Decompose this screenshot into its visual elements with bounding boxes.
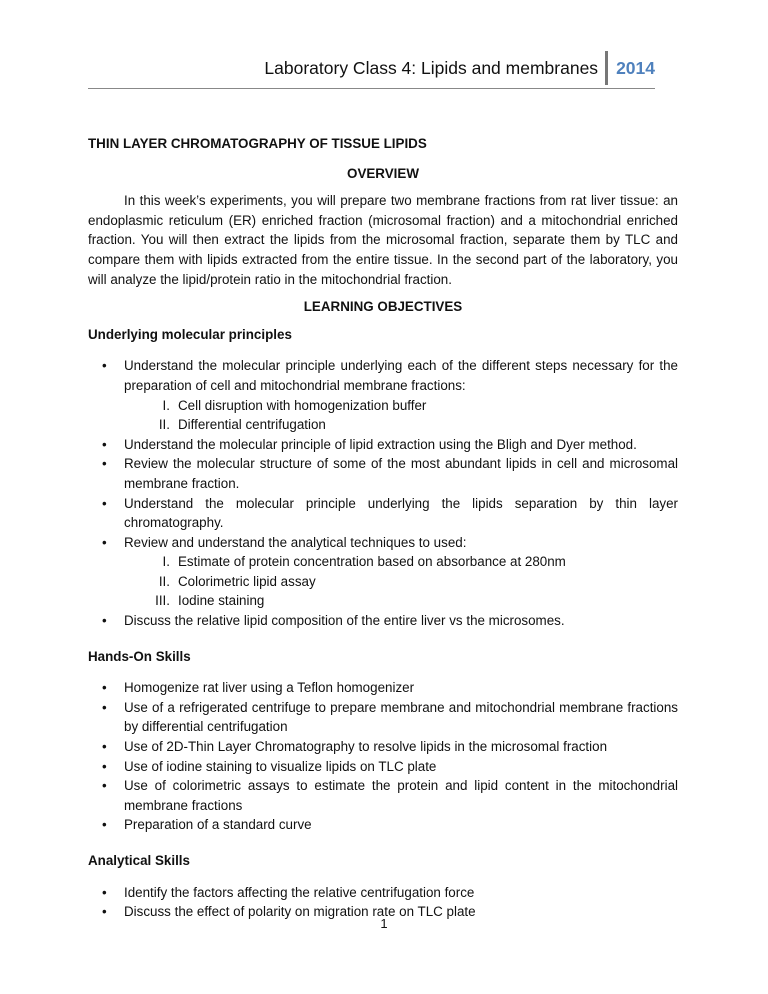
page-header <box>264 50 655 86</box>
learning-objectives-heading: LEARNING OBJECTIVES <box>303 299 463 315</box>
roman-numeral: III. <box>155 593 170 609</box>
header-title: Laboratory Class 4: Lipids and membranes <box>264 57 599 78</box>
list-item <box>88 454 678 493</box>
page-content <box>88 126 678 938</box>
sublist-item-text: Cell disruption with homogenization buffer <box>178 397 427 413</box>
roman-numeral: II. <box>158 573 170 589</box>
sublist-item <box>124 591 678 611</box>
list-item: • Use of a refrigerated centrifuge to prepare membrane and mitochondrial membrane fractions by differential centrifugation <box>88 698 678 737</box>
list-item <box>88 533 678 611</box>
overview-heading: OVERVIEW <box>347 165 419 181</box>
list-item <box>88 435 678 455</box>
overview-paragraph: In this week’s experiments, you will prepare two membrane fractions from rat liver tissue: an endoplasmic reticulum (ER) enriched fraction (microsomal fraction) and a mitochondrial enriched fraction. You will then extract the lipids from the microsomal fraction, separate them by TLC and compare them with lipids extracted from the entire tissue. In the second part of the laboratory, you will analyze the lipid/protein ratio in the mitochondrial fraction. <box>88 193 678 287</box>
hands-on-skills-heading: Hands-On Skills <box>88 648 191 664</box>
list-item <box>88 356 678 434</box>
sublist-item <box>124 396 678 416</box>
sublist-item-text: Estimate of protein concentration based on absorbance at 280nm <box>178 554 566 570</box>
list-item: • Use of 2D-Thin Layer Chromatography to resolve lipids in the microsomal fraction <box>88 737 678 757</box>
sublist-item <box>124 415 678 435</box>
list-item-text: Review the molecular structure of some of the most abundant lipids in cell and microsomal membrane fraction. <box>124 456 678 491</box>
list-item: • Identify the factors affecting the relative centrifugation force <box>88 883 678 903</box>
roman-numeral: I. <box>162 554 170 570</box>
list-item-text: Discuss the relative lipid composition of the entire liver vs the microsomes. <box>124 613 565 629</box>
underlying-principles-list <box>88 356 678 630</box>
sublist-item <box>124 572 678 592</box>
sublist <box>124 396 678 435</box>
list-item: • Discuss the effect of polarity on migration rate on TLC plate <box>88 902 678 922</box>
analytical-skills-heading: Analytical Skills <box>88 853 190 868</box>
header-underline <box>88 88 655 89</box>
list-item-text: Understand the molecular principle underlying the lipids separation by thin layer chromatography. <box>124 495 678 531</box>
list-item-text: Understand the molecular principle underlying each of the different steps necessary for the preparation of cell and mitochondrial membrane fractions: <box>124 358 678 393</box>
underlying-principles-heading: Underlying molecular principles <box>88 326 292 342</box>
hands-on-skills-list <box>88 678 678 835</box>
list-item-text: Review and understand the analytical techniques to used: <box>124 534 467 550</box>
list-item: • Use of iodine staining to visualize lipids on TLC plate <box>88 757 678 777</box>
sublist-item-text: Differential centrifugation <box>178 417 326 433</box>
sublist <box>124 552 678 611</box>
sublist-item-text: Iodine staining <box>178 593 265 609</box>
roman-numeral: II. <box>158 417 170 433</box>
main-title: THIN LAYER CHROMATOGRAPHY OF TISSUE LIPIDS <box>88 136 427 151</box>
page-number: 1 <box>380 916 388 931</box>
list-item: • Homogenize rat liver using a Teflon homogenizer <box>88 678 678 698</box>
list-item-text: Understand the molecular principle of lipid extraction using the Bligh and Dyer method. <box>124 436 637 452</box>
roman-numeral: I. <box>162 397 170 413</box>
sublist-item-text: Colorimetric lipid assay <box>178 573 316 589</box>
list-item <box>88 611 678 631</box>
list-item: • Use of colorimetric assays to estimate the protein and lipid content in the mitochondrial membrane fractions <box>88 776 678 815</box>
list-item: • Preparation of a standard curve <box>88 815 678 835</box>
header-year: 2014 <box>616 57 655 78</box>
sublist-item <box>124 552 678 572</box>
list-item <box>88 494 678 533</box>
